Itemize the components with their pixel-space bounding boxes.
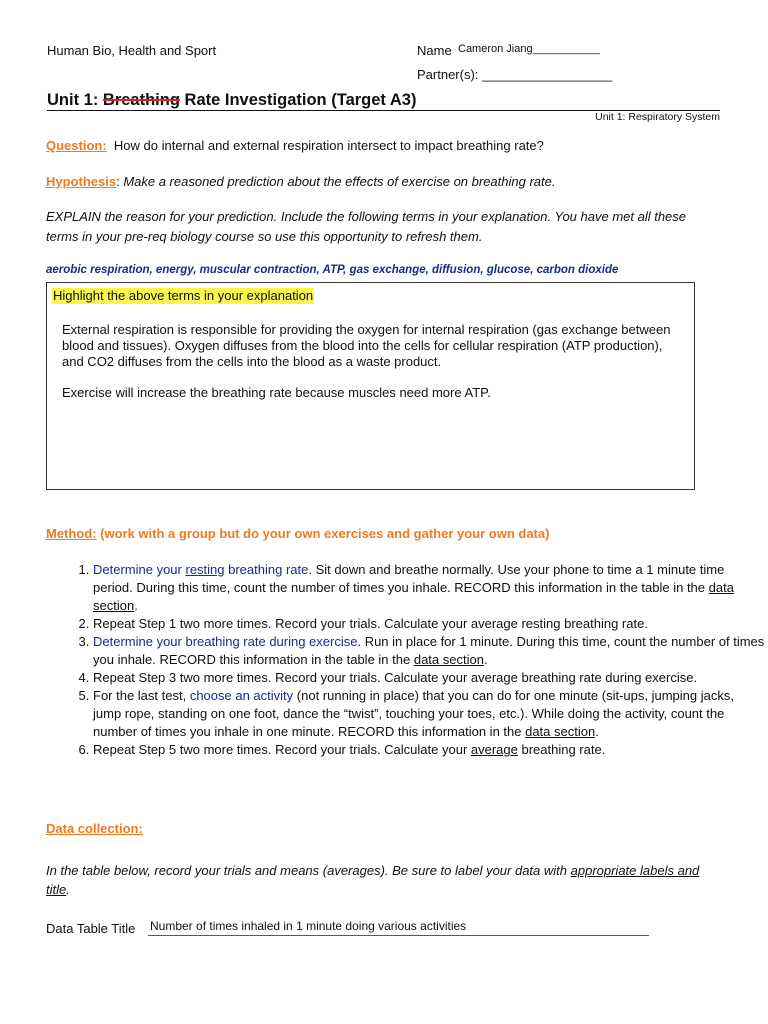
method-heading	[46, 526, 549, 541]
dc-instr-b: appropriate labels and title	[46, 863, 700, 897]
partner-label: Partner(s):	[417, 67, 479, 82]
method-step-3	[93, 633, 765, 669]
step1-resting: resting	[185, 562, 225, 577]
hypothesis-colon: :	[116, 174, 120, 189]
dc-instr-a: In the table below, record your trials and means (averages). Be sure to label your data with	[46, 863, 571, 878]
question-label: Question:	[46, 138, 107, 153]
table-title-input[interactable]: Number of times inhaled in 1 minute doing various activities	[150, 919, 467, 933]
student-name-value: Cameron Jiang	[458, 43, 533, 55]
step6-a: Repeat Step 5 two more times. Record your trials. Calculate your	[93, 742, 471, 757]
data-collection-instructions	[46, 861, 706, 899]
method-note: (work with a group but do your own exercises and gather your own data)	[96, 526, 550, 541]
step5-data-section: data section	[525, 724, 596, 739]
hypothesis-label: Hypothesis	[46, 174, 117, 189]
step1-f: .	[134, 598, 138, 613]
method-step-5	[93, 687, 765, 741]
student-name-field[interactable]	[458, 43, 600, 55]
step5-e: .	[595, 724, 599, 739]
table-title-underline	[148, 935, 649, 936]
answer-paragraph-2: Exercise will increase the breathing rate because muscles need more ATP.	[62, 385, 491, 400]
step3-data-section: data section	[413, 652, 484, 667]
step5-choose-activity: choose an activity	[189, 688, 294, 703]
partner-blank: __________________	[482, 67, 613, 82]
highlight-instruction: Highlight the above terms in your explanation	[53, 288, 314, 303]
step5-a: For the last test,	[93, 688, 190, 703]
name-blank: ___________	[532, 43, 600, 55]
method-steps	[46, 561, 765, 759]
step3-a: Determine your breathing rate during exercise	[93, 634, 358, 649]
answer-paragraph-1: External respiration is responsible for providing the oxygen for internal respiration (gas exchange between blood and tissues). Oxygen diffuses from the blood into the cells for cellular respiration (ATP production), and CO2 diffuses from the cells into the blood as a waste product.	[62, 322, 671, 369]
step1-data-section: data section	[93, 580, 734, 613]
method-step-1	[93, 561, 765, 615]
step6-average: average	[470, 742, 518, 757]
title-prefix: Unit 1:	[47, 91, 103, 109]
step1-c: breathing rate	[224, 562, 309, 577]
method-step-4: 4. Repeat Step 3 two more times. Record your trials. Calculate your average breathing rate during exercise.	[93, 669, 765, 687]
course-name: Human Bio, Health and Sport	[47, 43, 217, 58]
table-title-label: Data Table Title	[46, 921, 136, 936]
step1-a: Determine your	[93, 562, 186, 577]
title-rest: Rate Investigation (Target A3)	[179, 91, 417, 109]
step6-c: breathing rate.	[517, 742, 606, 757]
partner-field[interactable]	[417, 67, 612, 82]
question-line	[46, 136, 726, 156]
hypothesis-text: Make a reasoned prediction about the effects of exercise on breathing rate.	[119, 174, 556, 189]
data-collection-heading: Data collection:	[46, 821, 143, 836]
step5-c: (not running in place) that you can do for one minute (sit-ups, jumping jacks, jump rope, standing on one foot, dance the “twist”, touching your toes, etc.). While doing the activity, count the number of times you inhale in one minute. RECORD this information in the	[93, 688, 734, 739]
dc-instr-c: .	[66, 882, 70, 897]
title-struck-word: Breathing	[102, 91, 180, 109]
step1-d: . Sit down and breathe normally. Use your phone to time a 1 minute time period. During this time, count the number of times you inhale. RECORD this information in the table in the	[93, 562, 725, 595]
page-title	[47, 91, 416, 110]
method-label: Method:	[46, 526, 97, 541]
step3-d: .	[483, 652, 488, 667]
hypothesis-line	[46, 172, 726, 192]
unit-subtitle: Unit 1: Respiratory System	[595, 111, 720, 123]
method-step-6	[93, 741, 765, 759]
step3-b: . Run in place for 1 minute. During this time, count the number of times you inhale. RECORD this information in the table in the	[93, 634, 765, 667]
question-text: How do internal and external respiration intersect to impact breathing rate?	[113, 138, 544, 153]
terms-list: aerobic respiration, energy, muscular contraction, ATP, gas exchange, diffusion, glucose, carbon dioxide	[46, 264, 619, 276]
name-label: Name	[417, 43, 452, 58]
method-step-2: 2. Repeat Step 1 two more times. Record your trials. Calculate your average resting breathing rate.	[93, 615, 765, 633]
explain-instructions: EXPLAIN the reason for your prediction. Include the following terms in your explanation. You have met all these terms in your pre-req biology course so use this opportunity to refresh them.	[46, 209, 687, 244]
